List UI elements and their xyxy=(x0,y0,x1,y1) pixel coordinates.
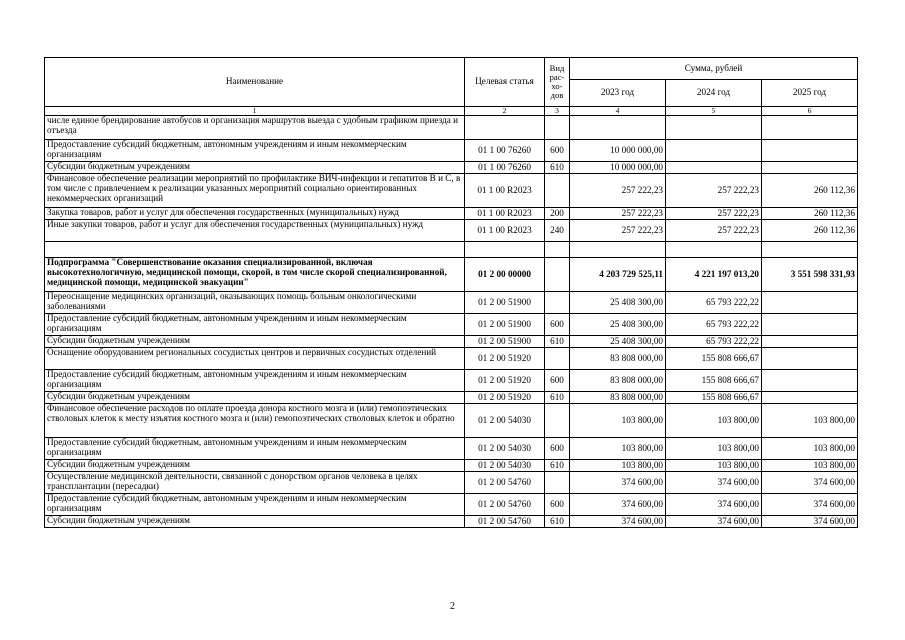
row-target-article: 01 2 00 51920 xyxy=(465,370,545,392)
row-name: Субсидии бюджетным учреждениям xyxy=(45,162,465,174)
row-sum-2025: 374 600,00 xyxy=(762,516,858,528)
table-row xyxy=(45,392,858,404)
row-sum-2024 xyxy=(666,162,762,174)
row-name: Подпрограмма "Совершенствование оказания специализированной, включая высокотехнологичную, медицинской помощи, скорой, в том числе скорой специализированной, медицинской помощи, медицинской эвакуации" xyxy=(45,258,465,292)
row-sum-2025: 260 112,36 xyxy=(762,220,858,242)
header-year-2023: 2023 год xyxy=(570,80,666,107)
row-target-article: 01 2 00 51900 xyxy=(465,292,545,314)
row-name: Субсидии бюджетным учреждениям xyxy=(45,516,465,528)
table-row xyxy=(45,258,858,292)
row-name: числе единое брендирование автобусов и организация маршрутов выезда с удобным графиком приезда и отъезда xyxy=(45,116,465,140)
table-row xyxy=(45,438,858,460)
row-name xyxy=(45,242,465,258)
row-target-article: 01 1 00 R2023 xyxy=(465,220,545,242)
table-row xyxy=(45,472,858,494)
row-target-article: 01 2 00 54030 xyxy=(465,460,545,472)
row-target-article: 01 1 00 R2023 xyxy=(465,208,545,220)
table-row xyxy=(45,242,858,258)
row-expense-type xyxy=(545,174,570,208)
table-row xyxy=(45,460,858,472)
table-row xyxy=(45,162,858,174)
table-row xyxy=(45,174,858,208)
row-sum-2023: 83 808 000,00 xyxy=(570,348,666,370)
row-target-article: 01 2 00 51900 xyxy=(465,336,545,348)
row-target-article: 01 1 00 R2023 xyxy=(465,174,545,208)
row-sum-2023: 83 808 000,00 xyxy=(570,370,666,392)
row-name: Осуществление медицинской деятельности, связанной с донорством органов человека в целях трансплантации (пересадки) xyxy=(45,472,465,494)
row-expense-type xyxy=(545,258,570,292)
row-target-article: 01 1 00 76260 xyxy=(465,162,545,174)
column-number: 1 xyxy=(45,107,465,116)
row-name: Субсидии бюджетным учреждениям xyxy=(45,460,465,472)
row-expense-type: 600 xyxy=(545,494,570,516)
row-name: Предоставление субсидий бюджетным, автономным учреждениям и иным некоммерческим организациям xyxy=(45,494,465,516)
row-expense-type xyxy=(545,472,570,494)
table-row xyxy=(45,220,858,242)
row-expense-type: 600 xyxy=(545,140,570,162)
row-sum-2024: 103 800,00 xyxy=(666,438,762,460)
row-sum-2024: 257 222,23 xyxy=(666,208,762,220)
column-number: 6 xyxy=(762,107,858,116)
row-target-article: 01 2 00 54760 xyxy=(465,472,545,494)
table-row xyxy=(45,348,858,370)
header-year-2025: 2025 год xyxy=(762,80,858,107)
row-sum-2023: 103 800,00 xyxy=(570,460,666,472)
column-number: 5 xyxy=(666,107,762,116)
row-sum-2025 xyxy=(762,140,858,162)
row-sum-2023: 25 408 300,00 xyxy=(570,292,666,314)
row-target-article: 01 2 00 54030 xyxy=(465,404,545,438)
row-expense-type: 600 xyxy=(545,370,570,392)
row-sum-2025: 374 600,00 xyxy=(762,494,858,516)
page-number: 2 xyxy=(450,601,455,612)
table-row xyxy=(45,336,858,348)
row-sum-2023: 83 808 000,00 xyxy=(570,392,666,404)
table-row xyxy=(45,208,858,220)
table-row xyxy=(45,404,858,438)
row-sum-2025 xyxy=(762,370,858,392)
row-target-article xyxy=(465,116,545,140)
header-expense-type: Вид рас-хо-дов xyxy=(545,58,570,107)
row-sum-2025: 103 800,00 xyxy=(762,460,858,472)
row-sum-2024: 65 793 222,22 xyxy=(666,336,762,348)
row-expense-type xyxy=(545,292,570,314)
row-sum-2023: 257 222,23 xyxy=(570,208,666,220)
row-expense-type: 610 xyxy=(545,392,570,404)
row-expense-type: 610 xyxy=(545,336,570,348)
row-target-article: 01 2 00 54760 xyxy=(465,494,545,516)
row-name: Предоставление субсидий бюджетным, автономным учреждениям и иным некоммерческим организациям xyxy=(45,370,465,392)
row-name: Оснащение оборудованием региональных сосудистых центров и первичных сосудистых отделений xyxy=(45,348,465,370)
row-expense-type: 610 xyxy=(545,460,570,472)
row-target-article: 01 2 00 54030 xyxy=(465,438,545,460)
row-sum-2024 xyxy=(666,242,762,258)
row-sum-2023: 257 222,23 xyxy=(570,220,666,242)
row-sum-2024: 65 793 222,22 xyxy=(666,292,762,314)
row-sum-2024: 374 600,00 xyxy=(666,516,762,528)
row-expense-type: 610 xyxy=(545,162,570,174)
column-number: 3 xyxy=(545,107,570,116)
table-row xyxy=(45,494,858,516)
row-target-article: 01 1 00 76260 xyxy=(465,140,545,162)
row-expense-type xyxy=(545,116,570,140)
row-sum-2025: 3 551 598 331,93 xyxy=(762,258,858,292)
row-sum-2025: 260 112,36 xyxy=(762,174,858,208)
row-sum-2023: 25 408 300,00 xyxy=(570,336,666,348)
header-target-article: Целевая статья xyxy=(465,58,545,107)
row-sum-2025 xyxy=(762,392,858,404)
header-year-2024: 2024 год xyxy=(666,80,762,107)
row-sum-2025 xyxy=(762,162,858,174)
row-sum-2023: 374 600,00 xyxy=(570,516,666,528)
row-expense-type xyxy=(545,242,570,258)
table-row xyxy=(45,140,858,162)
row-sum-2024: 257 222,23 xyxy=(666,174,762,208)
row-sum-2024: 103 800,00 xyxy=(666,460,762,472)
row-sum-2024: 374 600,00 xyxy=(666,472,762,494)
row-name: Субсидии бюджетным учреждениям xyxy=(45,336,465,348)
row-sum-2025 xyxy=(762,242,858,258)
row-name: Предоставление субсидий бюджетным, автономным учреждениям и иным некоммерческим организациям xyxy=(45,140,465,162)
table-row xyxy=(45,314,858,336)
row-expense-type: 240 xyxy=(545,220,570,242)
row-expense-type: 600 xyxy=(545,438,570,460)
row-sum-2023: 4 203 729 525,11 xyxy=(570,258,666,292)
row-sum-2024: 257 222,23 xyxy=(666,220,762,242)
row-name: Финансовое обеспечение реализации мероприятий по профилактике ВИЧ-инфекции и гепатитов В и С, в том числе с привлечением к реализации указанных мероприятий социально ориентированных некоммерческих организаций xyxy=(45,174,465,208)
row-sum-2023 xyxy=(570,242,666,258)
row-expense-type xyxy=(545,348,570,370)
row-name: Закупка товаров, работ и услуг для обеспечения государственных (муниципальных) нужд xyxy=(45,208,465,220)
row-target-article: 01 2 00 51900 xyxy=(465,314,545,336)
row-sum-2025: 260 112,36 xyxy=(762,208,858,220)
row-sum-2024: 155 808 666,67 xyxy=(666,348,762,370)
row-sum-2025: 103 800,00 xyxy=(762,404,858,438)
row-name: Предоставление субсидий бюджетным, автономным учреждениям и иным некоммерческим организациям xyxy=(45,314,465,336)
row-sum-2024: 155 808 666,67 xyxy=(666,370,762,392)
row-target-article: 01 2 00 51920 xyxy=(465,348,545,370)
row-sum-2024 xyxy=(666,140,762,162)
row-sum-2025 xyxy=(762,314,858,336)
column-number: 2 xyxy=(465,107,545,116)
row-sum-2023: 257 222,23 xyxy=(570,174,666,208)
row-sum-2025 xyxy=(762,292,858,314)
header-name: Наименование xyxy=(45,58,465,107)
budget-table xyxy=(44,57,858,528)
table-row xyxy=(45,116,858,140)
row-sum-2025 xyxy=(762,336,858,348)
row-sum-2023: 374 600,00 xyxy=(570,494,666,516)
row-sum-2025 xyxy=(762,116,858,140)
row-target-article: 01 2 00 51920 xyxy=(465,392,545,404)
row-sum-2023 xyxy=(570,116,666,140)
row-sum-2025 xyxy=(762,348,858,370)
row-sum-2023: 103 800,00 xyxy=(570,404,666,438)
table-row xyxy=(45,370,858,392)
row-sum-2025: 374 600,00 xyxy=(762,472,858,494)
row-expense-type xyxy=(545,404,570,438)
row-sum-2023: 25 408 300,00 xyxy=(570,314,666,336)
row-sum-2023: 10 000 000,00 xyxy=(570,140,666,162)
table-row xyxy=(45,516,858,528)
row-expense-type: 200 xyxy=(545,208,570,220)
table-body xyxy=(45,116,858,528)
row-name: Финансовое обеспечение расходов по оплате проезда донора костного мозга и (или) гемопоэтических стволовых клеток к месту изъятия костного мозга и (или) гемопоэтических стволовых клеток и обратно xyxy=(45,404,465,438)
row-name: Предоставление субсидий бюджетным, автономным учреждениям и иным некоммерческим организациям xyxy=(45,438,465,460)
table-row xyxy=(45,292,858,314)
row-name: Иные закупки товаров, работ и услуг для обеспечения государственных (муниципальных) нужд xyxy=(45,220,465,242)
row-sum-2023: 10 000 000,00 xyxy=(570,162,666,174)
row-sum-2024: 155 808 666,67 xyxy=(666,392,762,404)
row-name: Субсидии бюджетным учреждениям xyxy=(45,392,465,404)
row-sum-2023: 374 600,00 xyxy=(570,472,666,494)
column-number: 4 xyxy=(570,107,666,116)
row-target-article xyxy=(465,242,545,258)
row-target-article: 01 2 00 00000 xyxy=(465,258,545,292)
row-sum-2024: 103 800,00 xyxy=(666,404,762,438)
row-name: Переоснащение медицинских организаций, оказывающих помощь больным онкологическими заболеваниями xyxy=(45,292,465,314)
row-sum-2024: 374 600,00 xyxy=(666,494,762,516)
row-sum-2024 xyxy=(666,116,762,140)
row-expense-type: 610 xyxy=(545,516,570,528)
row-sum-2024: 4 221 197 013,20 xyxy=(666,258,762,292)
row-sum-2024: 65 793 222,22 xyxy=(666,314,762,336)
row-sum-2023: 103 800,00 xyxy=(570,438,666,460)
row-expense-type: 600 xyxy=(545,314,570,336)
header-sum: Сумма, рублей xyxy=(570,58,858,80)
row-sum-2025: 103 800,00 xyxy=(762,438,858,460)
row-target-article: 01 2 00 54760 xyxy=(465,516,545,528)
